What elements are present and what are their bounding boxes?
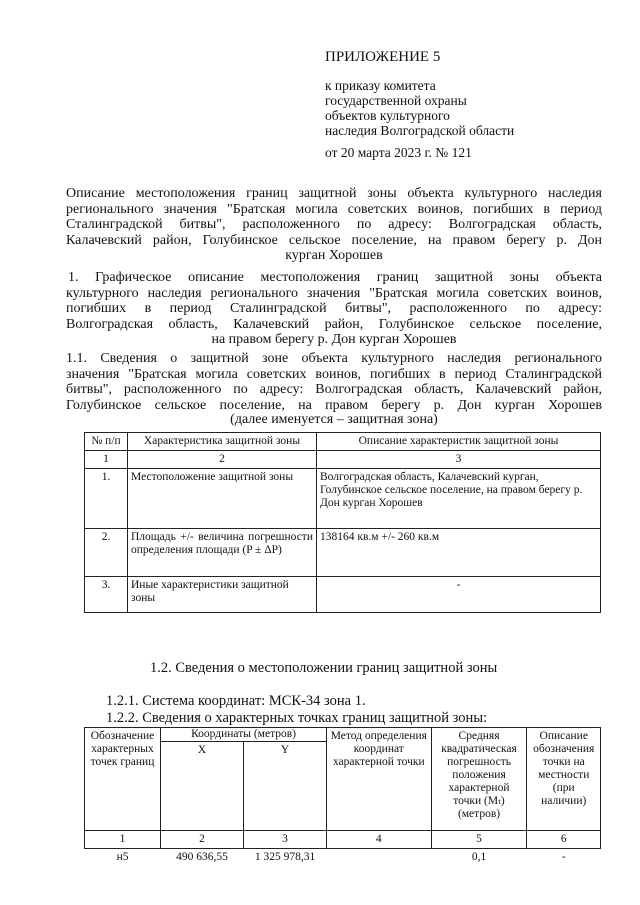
number-cell: 2 [128,451,317,469]
table-header-row [85,728,601,742]
header-point: Обозначение характерных точек границ [85,728,161,831]
section-1-2-2: 1.2.2. Сведения о характерных точках границ защитной зоны: [106,710,488,726]
section-1-1 [66,351,602,426]
header-x: X [161,742,244,831]
number-cell: 4 [327,831,432,849]
header-method: Метод определения координат характерной точки [327,728,432,831]
section-1-line: погибших в период Сталинградской битвы", расположенного по адресу: [66,301,602,316]
section-1-line: на правом берегу р. Дон курган Хорошев [211,332,457,347]
header-cell: Характеристика защитной зоны [128,433,317,451]
row-description: 138164 кв.м +/- 260 кв.м [317,529,601,577]
doc-title-line: Сталинградской битвы", расположенного по адресу: Волгоградская область, [66,217,602,232]
table-row [85,469,601,529]
table-row [85,849,601,867]
appendix-line-1: к приказу комитета [325,78,436,93]
boundary-points-table [84,727,601,866]
section-1-1-line: битвы", расположенного по адресу: Волгоградская область, Калачевский район, [66,382,602,397]
section-1-line: Волгоградская область, Калачевский район, Голубинское сельское поселение, [66,316,602,332]
appendix-title: ПРИЛОЖЕНИЕ 5 [325,49,441,65]
row-number: 3. [85,577,128,613]
point-method [327,849,432,867]
number-cell: 3 [317,451,601,469]
section-1-1-line: Голубинское сельское поселение, на правом берегу р. Дон курган Хорошев [66,397,602,413]
row-characteristic: Местоположение защитной зоны [128,469,317,529]
row-number: 1. [85,469,128,529]
table-row [85,577,601,613]
section-1-line: культурного наследия регионального значения "Братская могила советских воинов, [66,285,602,301]
point-y: 1 325 978,31 [254,851,316,863]
appendix-line-2: государственной охраны [325,93,467,108]
table-number-row [85,451,601,469]
section-1-1-line: 1.1. Сведения о защитной зоне объекта культурного наследия регионального [66,351,602,366]
doc-title-line: Описание местоположения границ защитной зоны объекта культурного наследия [66,186,602,201]
number-cell: 6 [527,831,601,849]
appendix-line-3: объектов культурного [325,108,450,123]
row-description: - [317,577,601,613]
section-1-2-title: 1.2. Сведения о местоположении границ защитной зоны [150,660,498,676]
number-cell: 1 [85,451,128,469]
appendix-line-4: наследия Волгоградской области [325,123,515,138]
table-header-row [85,433,601,451]
header-y: Y [244,742,327,831]
doc-title [66,186,602,264]
number-cell: 1 [85,831,161,849]
header-error: Средняя квадратическая погрешность положения характерной точки (Mₜ) (метров) [431,728,527,831]
section-1 [66,270,602,348]
doc-title-line: регионального значения "Братская могила советских воинов, погибших в период [66,201,602,217]
header-coords: Координаты (метров) [161,728,327,742]
row-characteristic: Иные характеристики защитной зоны [128,577,317,613]
zone-characteristics-table [84,432,601,613]
section-1-line: 1. Графическое описание местоположения границ защитной зоны объекта [68,270,602,285]
section-1-1-line: (далее именуется – защитная зона) [230,412,438,427]
header-description: Описание обозначения точки на местности (при наличии) [527,728,601,831]
header-cell: № п/п [85,433,128,451]
header-cell: Описание характеристик защитной зоны [317,433,601,451]
number-cell: 3 [244,831,327,849]
appendix-date: от 20 марта 2023 г. № 121 [325,145,472,160]
row-characteristic: Площадь +/- величина погрешности определения площади (P ± ΔP) [128,529,317,577]
table-row [85,529,601,577]
section-1-1-line: значения "Братская могила советских воинов, погибших в период Сталинградской [66,366,602,382]
doc-title-line: Калачевский район, Голубинское сельское поселение, на правом берегу р. Дон [66,232,602,248]
point-x: 490 636,55 [176,851,228,863]
point-label: н5 [116,851,129,863]
doc-title-line: курган Хорошев [285,248,383,263]
point-error: 0,1 [471,851,487,863]
number-cell: 2 [161,831,244,849]
number-cell: 5 [431,831,527,849]
section-1-2-1: 1.2.1. Система координат: МСК-34 зона 1. [106,693,366,709]
point-description: - [561,851,566,863]
row-description: Волгоградская область, Калачевский курган, Голубинское сельское поселение, на правом берегу р. Дон курган Хорошев [317,469,601,529]
table-number-row [85,831,601,849]
row-number: 2. [85,529,128,577]
